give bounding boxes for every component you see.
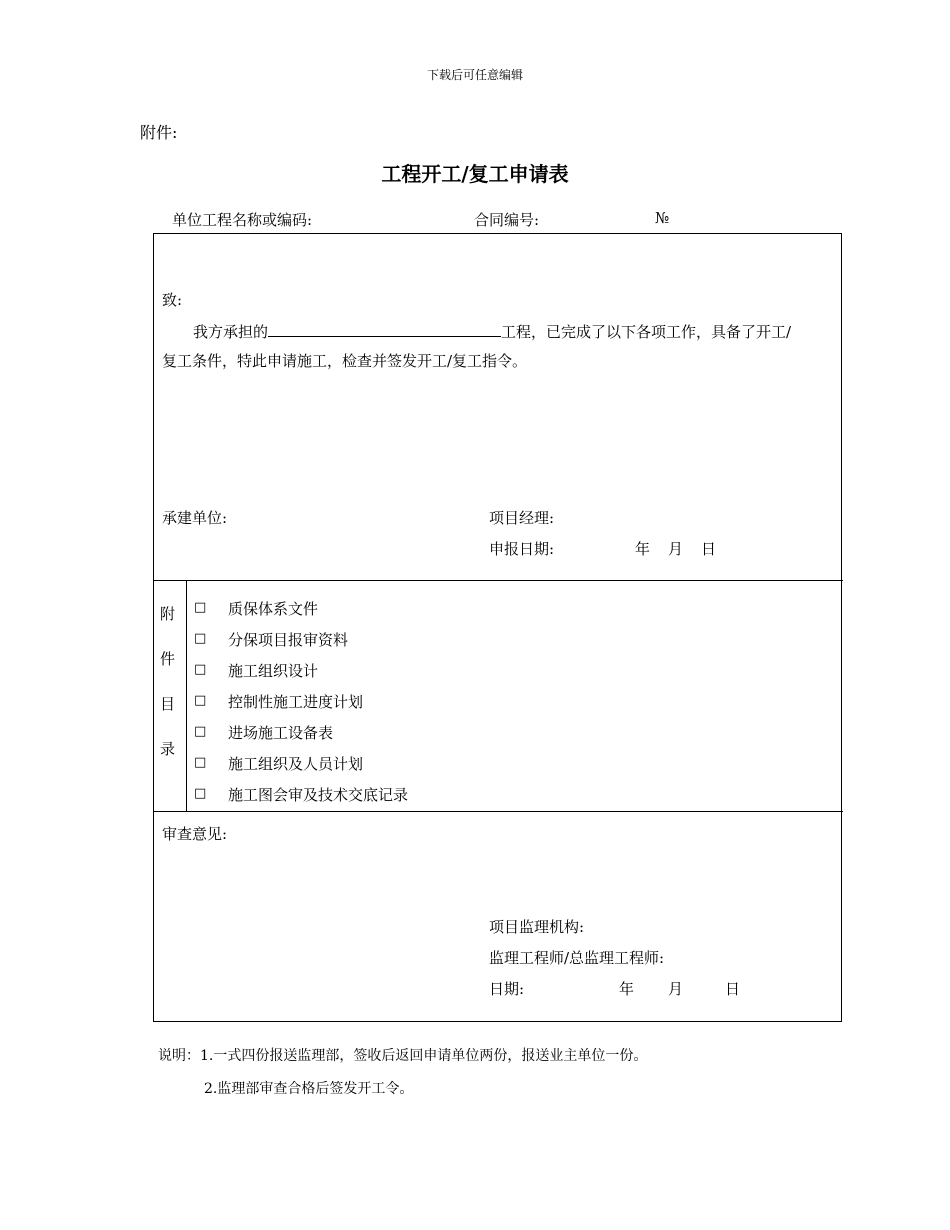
line1-before: 我方承担的 <box>193 323 269 341</box>
review-opinion-label: 审查意见: <box>162 825 228 843</box>
review-month-label: 月 <box>668 980 684 998</box>
note-line-1: 说明：1.一式四份报送监理部，签收后返回申请单位两份，报送业主单位一份。 <box>158 1048 648 1064</box>
attachment-item: 质保体系文件 <box>228 600 319 618</box>
attachments-side-char: 录 <box>160 740 176 758</box>
application-month-label: 月 <box>668 540 684 558</box>
checkbox[interactable]: □ <box>194 693 207 708</box>
section-divider <box>153 580 843 581</box>
supervising-engineer-label: 监理工程师/总监理工程师: <box>489 949 665 967</box>
application-line-1 <box>193 320 791 342</box>
project-manager-label: 项目经理: <box>489 509 555 527</box>
section-divider <box>153 811 843 812</box>
checkbox[interactable]: □ <box>194 600 207 615</box>
attachment-label: 附件: <box>140 123 178 142</box>
number-symbol: № <box>655 209 670 227</box>
attachment-item: 施工组织设计 <box>228 662 319 680</box>
review-day-label: 日 <box>725 980 741 998</box>
supervision-org-label: 项目监理机构: <box>489 918 585 936</box>
attachment-item: 进场施工设备表 <box>228 724 334 742</box>
attachment-item: 控制性施工进度计划 <box>228 693 364 711</box>
contractor-label: 承建单位: <box>162 509 228 527</box>
form-title: 工程开工/复工申请表 <box>381 162 569 186</box>
to-label: 致: <box>162 291 183 309</box>
attachments-side-char: 件 <box>160 650 176 668</box>
checkbox[interactable]: □ <box>194 724 207 739</box>
note-line-2: 2.监理部审查合格后签发开工令。 <box>204 1081 414 1097</box>
checkbox[interactable]: □ <box>194 662 207 677</box>
application-date-label: 申报日期: <box>489 540 555 558</box>
contract-no-label: 合同编号: <box>474 211 540 229</box>
project-name-blank[interactable] <box>268 320 501 337</box>
attachment-item: 施工图会审及技术交底记录 <box>228 786 409 804</box>
checkbox[interactable]: □ <box>194 755 207 770</box>
watermark-text: 下载后可任意编辑 <box>426 68 523 82</box>
attachment-item: 分保项目报审资料 <box>228 631 349 649</box>
application-line-2: 复工条件，特此申请施工，检查并签发开工/复工指令。 <box>162 352 528 370</box>
attachments-side-char: 目 <box>160 695 176 713</box>
application-day-label: 日 <box>701 540 717 558</box>
unit-name-label: 单位工程名称或编码: <box>172 211 313 229</box>
review-date-label: 日期: <box>489 980 525 998</box>
attachments-column-divider <box>186 581 187 811</box>
attachments-side-char: 附 <box>160 605 176 623</box>
checkbox[interactable]: □ <box>194 631 207 646</box>
application-year-label: 年 <box>635 540 651 558</box>
line1-after: 工程，已完成了以下各项工作，具备了开工/ <box>501 323 792 341</box>
checkbox[interactable]: □ <box>194 786 207 801</box>
review-year-label: 年 <box>619 980 635 998</box>
attachment-item: 施工组织及人员计划 <box>228 755 364 773</box>
